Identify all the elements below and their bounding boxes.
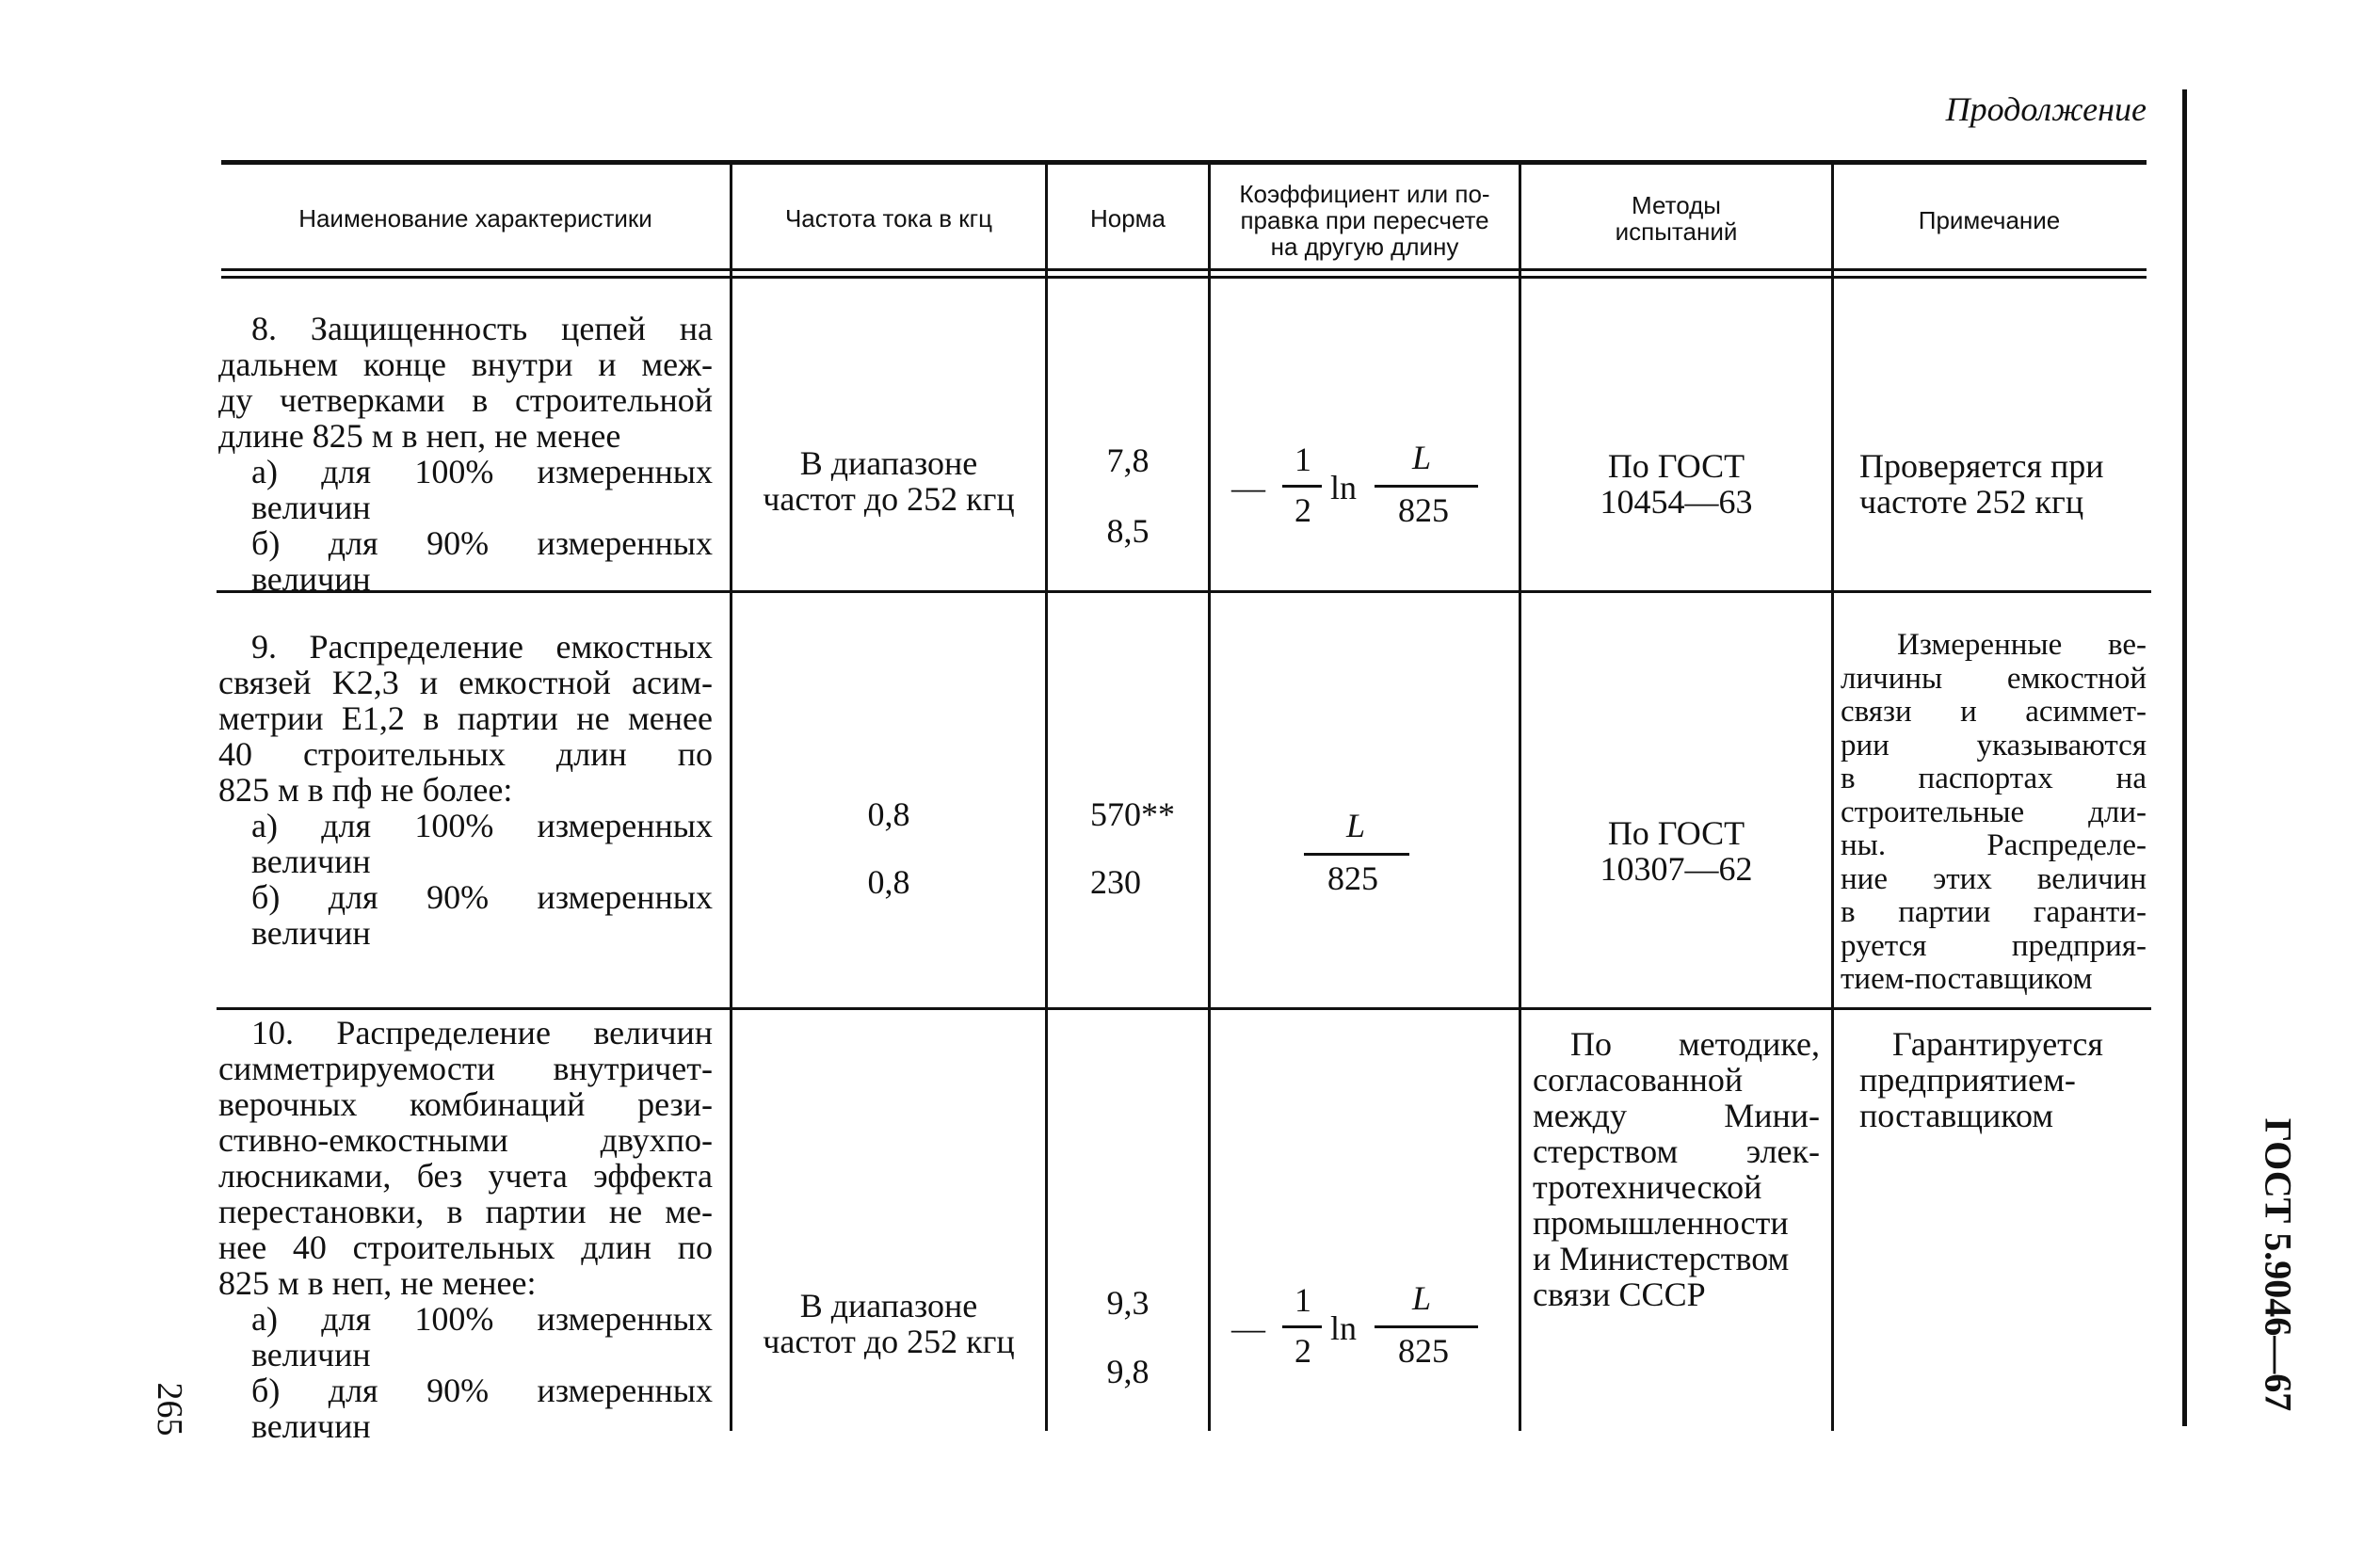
row10-coef-den1: 2 [1295, 1332, 1311, 1370]
row10-coef-num2: L [1412, 1279, 1432, 1317]
row10-name-line: величин [251, 1336, 371, 1373]
row8-name-line: величин [251, 560, 371, 598]
row9-note-line: руется предприя- [1841, 928, 2147, 963]
row8-name-line: дальнем конце внутри и меж- [218, 345, 713, 383]
row9-name-line: а) для 100% измеренных [251, 807, 713, 844]
row10-norm-b: 9,8 [1106, 1353, 1150, 1390]
row10-name-line: симметрируемости внутричет- [218, 1050, 713, 1087]
row8-method-line2: 10454—63 [1600, 483, 1753, 521]
row9-name-line: величин [251, 843, 371, 880]
row9-note-line: Измеренные ве- [1897, 628, 2147, 662]
row9-name-line: 9. Распределение емкостных [251, 628, 713, 666]
table-top-rule [221, 160, 2147, 165]
header-name: Наименование характеристики [298, 204, 652, 233]
row10-coef-bar2 [1375, 1325, 1478, 1328]
header-coef-line1: Коэффициент или по- [1239, 180, 1490, 208]
row8-freq [732, 445, 1045, 517]
row10-name-line: перестановки, в партии не ме- [218, 1193, 713, 1230]
row9-note-line: строительные дли- [1841, 795, 2147, 829]
row9-name-line: связей K2,3 и емкостной асим- [218, 664, 713, 701]
row8-coef-den2: 825 [1398, 491, 1449, 529]
row8-note [1859, 448, 2147, 520]
header-bottom-rule-1 [221, 268, 2147, 271]
row8-method-line1: По ГОСТ [1607, 447, 1745, 485]
row8-name-line: ду четверками в строительной [218, 381, 713, 419]
row10-method-line: стерством элек- [1533, 1132, 1820, 1170]
row8-coef-formula [1224, 438, 1506, 541]
row8-method [1521, 448, 1831, 520]
row10-name [218, 1015, 713, 1444]
row9-note-line: в паспортах на [1841, 762, 2147, 795]
row10-name-line: а) для 100% измеренных [251, 1300, 713, 1338]
header-methods [1521, 192, 1831, 245]
row9-note-line: рии указываются [1841, 728, 2147, 762]
row9-note-line: личины емкостной [1841, 661, 2147, 696]
row8-name-line: б) для 90% измеренных [251, 524, 713, 562]
row10-method-line: По методике, [1570, 1025, 1820, 1063]
row9-name-line: 825 м в пф не более: [218, 771, 513, 809]
row9-note [1841, 629, 2147, 997]
row9-name-line: величин [251, 914, 371, 952]
row9-bottom-rule [217, 1007, 2151, 1010]
row8-norm-a: 7,8 [1106, 441, 1150, 479]
row9-coef-bar [1304, 853, 1409, 856]
row9-coef-num: L [1346, 807, 1366, 844]
row10-method-line: промышленности [1533, 1204, 1789, 1242]
row8-note-line2: частоте 252 кгц [1859, 483, 2084, 521]
row10-coef-formula [1224, 1278, 1506, 1382]
row10-note [1859, 1026, 2142, 1133]
header-norm: Норма [1089, 204, 1166, 233]
row9-norm-b: 230 [1090, 863, 1141, 901]
row10-freq-line1: В диапазоне [799, 1287, 978, 1324]
row10-note-line: предприятием- [1859, 1061, 2076, 1099]
header-coef [1211, 181, 1519, 260]
row8-coef-num1: 1 [1295, 441, 1311, 478]
row8-coef-bar1 [1282, 485, 1322, 488]
row10-name-line: стивно-емкостными двухпо- [218, 1121, 713, 1159]
header-coef-line2: правка при пересчете [1240, 206, 1489, 234]
row10-norm-a: 9,3 [1106, 1284, 1150, 1322]
col-sep-4 [1519, 165, 1521, 1431]
row10-note-line: Гарантируется [1892, 1025, 2103, 1063]
row9-freq-a: 0,8 [867, 795, 910, 833]
header-freq: Частота тока в кгц [784, 204, 993, 233]
right-frame-line [2182, 89, 2187, 1426]
row10-method-line: тротехнической [1533, 1168, 1762, 1206]
row10-name-line: люсниками, без учета эффекта [218, 1157, 713, 1195]
col-sep-5 [1831, 165, 1834, 1431]
row10-note-line: поставщиком [1859, 1097, 2054, 1134]
row9-method-line1: По ГОСТ [1607, 814, 1745, 852]
row10-name-line: величин [251, 1407, 371, 1445]
row10-method-line: и Министерством [1533, 1240, 1790, 1277]
row8-coef-ln: ln [1330, 469, 1358, 506]
row8-norm-b: 8,5 [1106, 512, 1150, 550]
row9-note-line: тием-поставщиком [1841, 962, 2093, 996]
row9-freq-b: 0,8 [867, 863, 910, 901]
row8-name-line: величин [251, 489, 371, 526]
row9-note-line: в партии гаранти- [1841, 895, 2147, 929]
row9-method [1521, 815, 1831, 887]
row9-coef-formula [1304, 808, 1436, 911]
row8-freq-line2: частот до 252 кгц [763, 480, 1015, 518]
row10-freq-line2: частот до 252 кгц [763, 1323, 1015, 1360]
col-sep-3 [1208, 165, 1211, 1431]
gost-code-label: ГОСТ 5.9046—67 [2257, 1117, 2300, 1412]
row10-name-line: б) для 90% измеренных [251, 1372, 713, 1409]
row9-name-line: 40 строительных длин по [218, 735, 713, 773]
row9-norm-a: 570** [1090, 795, 1175, 833]
row10-coef-num1: 1 [1295, 1281, 1311, 1319]
row10-method [1533, 1026, 1820, 1312]
row8-name-line: а) для 100% измеренных [251, 453, 713, 490]
row8-note-line1: Проверяется при [1859, 447, 2104, 485]
header-methods-line1: Методы [1632, 191, 1721, 219]
row10-method-line: согласованной [1533, 1061, 1744, 1099]
row10-name-line: верочных комбинаций рези- [218, 1085, 713, 1123]
row10-name-line: нее 40 строительных длин по [218, 1228, 713, 1266]
row9-name-line: метрии E1,2 в партии не менее [218, 699, 713, 737]
row9-method-line2: 10307—62 [1600, 850, 1753, 888]
row8-name-line: 8. Защищенность цепей на [251, 310, 713, 347]
row10-method-line: связи СССР [1533, 1276, 1706, 1313]
row10-name-line: 10. Распределение величин [251, 1014, 713, 1051]
row8-freq-line1: В диапазоне [799, 444, 978, 482]
header-coef-line3: на другую длину [1270, 233, 1459, 261]
row8-name [218, 311, 713, 597]
row10-coef-bar1 [1282, 1325, 1322, 1328]
header-note: Примечание [1918, 206, 2061, 234]
row10-coef-minus: — [1231, 1309, 1265, 1347]
row9-name-line: б) для 90% измеренных [251, 878, 713, 916]
header-bottom-rule-2 [221, 276, 2147, 279]
row10-coef-ln: ln [1330, 1309, 1358, 1347]
header-methods-line2: испытаний [1615, 217, 1738, 246]
continuation-label: Продолжение [1945, 90, 2147, 128]
row10-name-line: 825 м в неп, не менее: [218, 1264, 537, 1302]
row9-note-line: связи и асиммет- [1841, 695, 2147, 729]
row9-note-line: ние этих величин [1841, 861, 2147, 896]
page-number: 265 [150, 1382, 189, 1437]
row10-method-line: между Мини- [1533, 1097, 1820, 1134]
row8-coef-minus: — [1231, 469, 1265, 506]
row10-freq [732, 1288, 1045, 1359]
row8-coef-den1: 2 [1295, 491, 1311, 529]
col-sep-2 [1045, 165, 1048, 1431]
row8-name-line: длине 825 м в неп, не менее [218, 417, 621, 455]
row9-note-line: ны. Распределе- [1841, 828, 2147, 862]
row10-coef-den2: 825 [1398, 1332, 1449, 1370]
row9-name [218, 629, 713, 951]
row8-coef-num2: L [1412, 439, 1432, 476]
row8-coef-bar2 [1375, 485, 1478, 488]
row9-coef-den: 825 [1327, 859, 1378, 897]
